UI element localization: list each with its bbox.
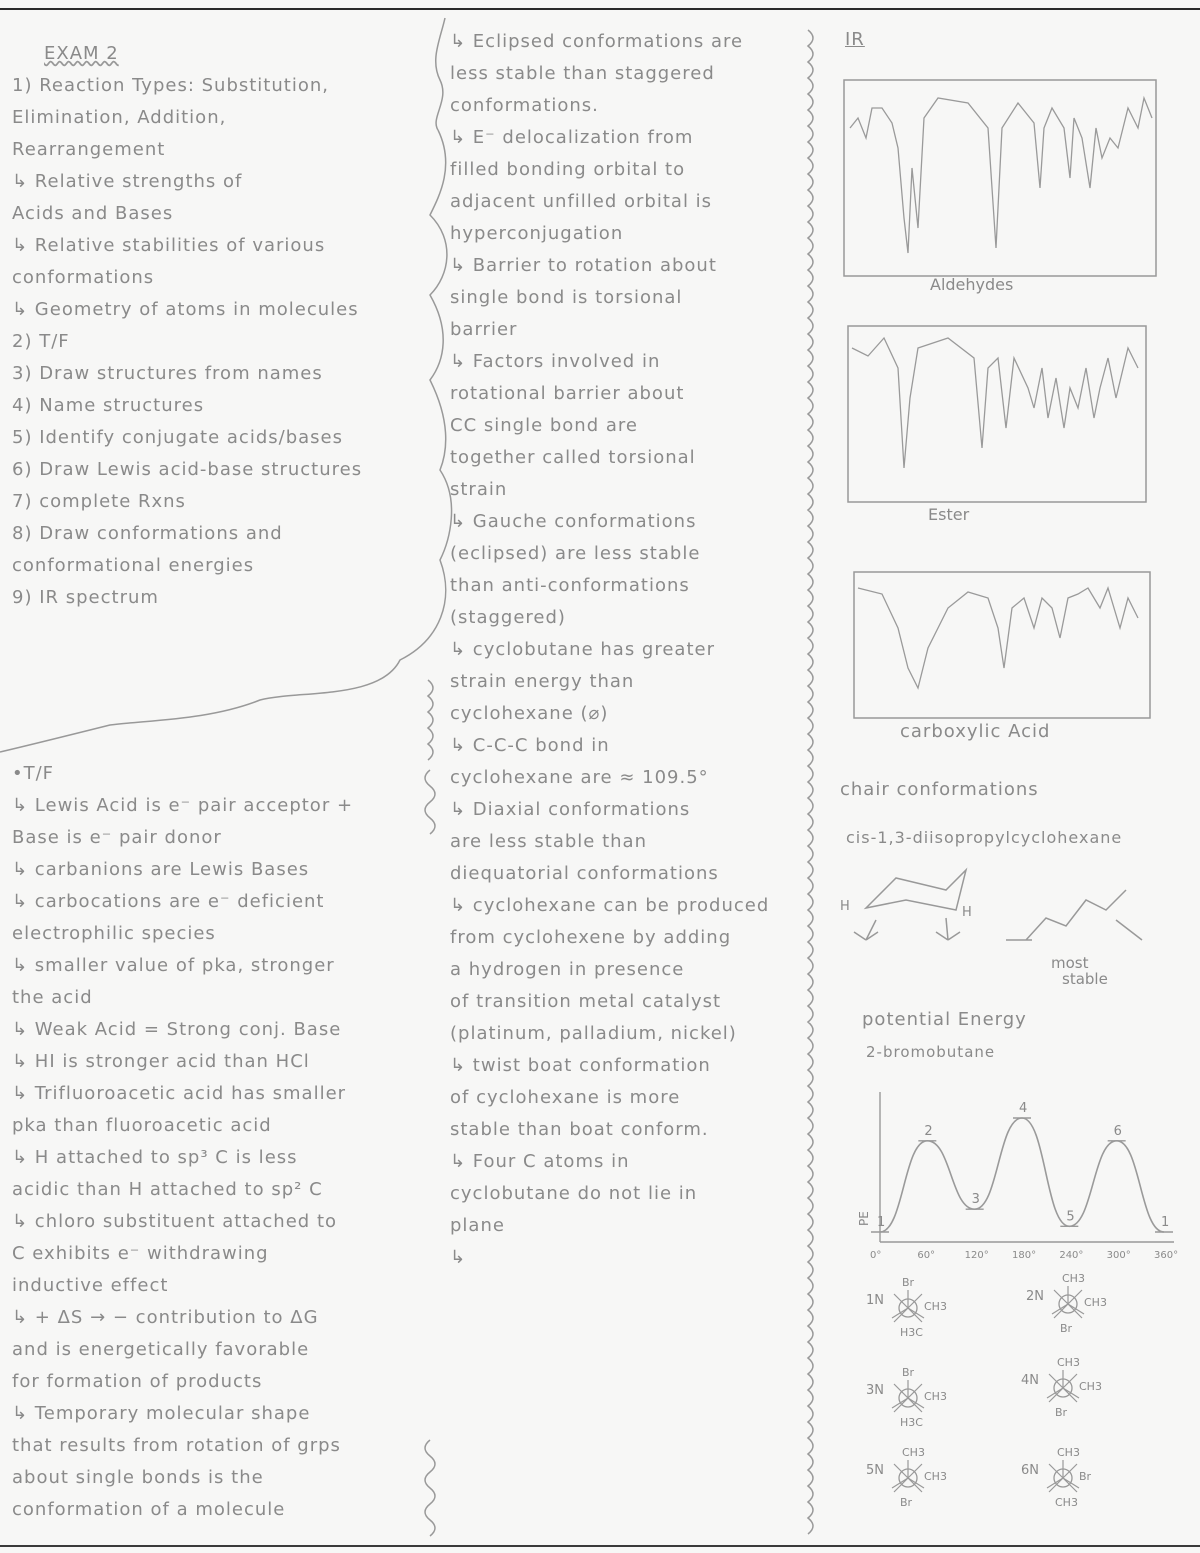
pe-x-tick-label: 240° bbox=[1059, 1250, 1084, 1261]
note-line: 2) T/F bbox=[12, 331, 70, 352]
pe-point-label: 1 bbox=[877, 1215, 886, 1230]
note-line: inductive effect bbox=[12, 1275, 169, 1296]
chair-heading: chair conformations bbox=[840, 779, 1039, 800]
note-line: ↳ Weak Acid = Strong conj. Base bbox=[12, 1019, 342, 1040]
isopropyl-groups-1 bbox=[854, 918, 960, 940]
note-line: ↳ twist boat conformation bbox=[450, 1055, 711, 1076]
note-line: ↳ Lewis Acid is e⁻ pair acceptor + bbox=[12, 795, 354, 816]
note-line: rotational barrier about bbox=[450, 383, 685, 404]
spectrum-label-carboxylic: carboxylic Acid bbox=[900, 721, 1051, 742]
chair-compound: cis-1,3-diisopropylcyclohexane bbox=[846, 828, 1123, 847]
pe-compound: 2-bromobutane bbox=[866, 1043, 996, 1061]
most-stable-line1: most bbox=[1051, 954, 1089, 972]
note-line: 9) IR spectrum bbox=[12, 587, 159, 608]
newman-substituent: Br bbox=[1079, 1470, 1092, 1483]
newman-substituent: CH3 bbox=[1079, 1380, 1102, 1393]
pe-x-tick-label: 120° bbox=[964, 1250, 989, 1261]
note-line: are less stable than bbox=[450, 831, 647, 852]
note-line: ↳ smaller value of pka, stronger bbox=[12, 955, 335, 976]
ir-heading: IR bbox=[845, 29, 865, 50]
note-line: acidic than H attached to sp² C bbox=[12, 1179, 323, 1200]
pe-axis-label: PE bbox=[857, 1211, 871, 1226]
note-line: (staggered) bbox=[450, 607, 566, 628]
note-line: Rearrangement bbox=[12, 139, 166, 160]
note-line: plane bbox=[450, 1215, 505, 1236]
spectrum-trace-ester bbox=[852, 338, 1138, 468]
newman-substituent: Br bbox=[902, 1366, 915, 1379]
pe-x-tick-label: 360° bbox=[1154, 1250, 1179, 1261]
note-line: stable than boat conform. bbox=[450, 1119, 709, 1140]
note-line: ↳ H attached to sp³ C is less bbox=[12, 1147, 298, 1168]
chair-drawings bbox=[836, 860, 1176, 990]
pe-point-label: 4 bbox=[1019, 1101, 1028, 1116]
note-line: filled bonding orbital to bbox=[450, 159, 686, 180]
newman-substituent: CH3 bbox=[1055, 1496, 1078, 1509]
newman-substituent: Br bbox=[900, 1496, 913, 1509]
note-line: 3) Draw structures from names bbox=[12, 363, 323, 384]
pe-x-tick-label: 300° bbox=[1106, 1250, 1131, 1261]
note-line: cyclobutane do not lie in bbox=[450, 1183, 698, 1204]
newman-substituent: H3C bbox=[900, 1326, 923, 1339]
note-line: the acid bbox=[12, 987, 93, 1008]
spectrum-label-aldehyde: Aldehydes bbox=[930, 275, 1014, 294]
spectrum-trace-aldehyde bbox=[850, 98, 1152, 253]
note-line: hyperconjugation bbox=[450, 223, 624, 244]
note-line: C exhibits e⁻ withdrawing bbox=[12, 1243, 269, 1264]
note-line: pka than fluoroacetic acid bbox=[12, 1115, 272, 1136]
note-line: conformations. bbox=[450, 95, 599, 116]
note-line: ↳ carbanions are Lewis Bases bbox=[12, 859, 310, 880]
note-line: than anti-conformations bbox=[450, 575, 690, 596]
note-line: Base is e⁻ pair donor bbox=[12, 827, 222, 848]
note-line: 1) Reaction Types: Substitution, bbox=[12, 75, 329, 96]
pe-point-label: 2 bbox=[924, 1123, 933, 1139]
newman-label: 2N bbox=[1026, 1289, 1044, 1304]
pe-x-tick-label: 180° bbox=[1012, 1250, 1037, 1261]
note-line: ↳ Diaxial conformations bbox=[450, 799, 691, 820]
note-line: that results from rotation of grps bbox=[12, 1435, 341, 1456]
newman-label: 6N bbox=[1021, 1463, 1039, 1478]
note-line: ↳ E⁻ delocalization from bbox=[450, 127, 694, 148]
note-line: conformations bbox=[12, 267, 155, 288]
note-line: ↳ Eclipsed conformations are bbox=[450, 31, 744, 52]
note-line: 7) complete Rxns bbox=[12, 491, 186, 512]
spectrum-box-ester bbox=[848, 326, 1146, 502]
note-line: 6) Draw Lewis acid-base structures bbox=[12, 459, 363, 480]
exam-title: EXAM 2 bbox=[44, 43, 119, 64]
note-line: less stable than staggered bbox=[450, 63, 715, 84]
note-line: from cyclohexene by adding bbox=[450, 927, 732, 948]
newman-substituent: CH3 bbox=[902, 1446, 925, 1459]
newman-substituent: CH3 bbox=[1084, 1296, 1107, 1309]
chair-h-left: H bbox=[840, 899, 850, 914]
note-line: ↳ Four C atoms in bbox=[450, 1151, 630, 1172]
newman-projections bbox=[858, 1268, 1188, 1528]
ir-spectra bbox=[838, 68, 1178, 728]
newman-substituent: CH3 bbox=[1057, 1356, 1080, 1369]
potential-energy-chart bbox=[857, 1082, 1180, 1272]
bottom-edge-line bbox=[0, 1545, 1200, 1547]
note-line: ↳ Relative strengths of bbox=[12, 171, 243, 192]
newman-label: 3N bbox=[866, 1383, 884, 1398]
note-line: ↳ cyclohexane can be produced bbox=[450, 895, 770, 916]
note-line: conformation of a molecule bbox=[12, 1499, 286, 1520]
note-line: of transition metal catalyst bbox=[450, 991, 722, 1012]
note-line: strain bbox=[450, 479, 508, 500]
pe-x-tick-label: 0° bbox=[870, 1250, 882, 1261]
note-line: barrier bbox=[450, 319, 518, 340]
pe-point-label: 3 bbox=[971, 1192, 980, 1208]
note-line: (eclipsed) are less stable bbox=[450, 543, 701, 564]
note-line: (platinum, palladium, nickel) bbox=[450, 1023, 737, 1044]
pe-x-tick-label: 60° bbox=[917, 1250, 936, 1261]
note-line: conformational energies bbox=[12, 555, 255, 576]
chair-h-right: H bbox=[962, 905, 972, 920]
newman-label: 4N bbox=[1021, 1373, 1039, 1388]
pe-point-label: 5 bbox=[1066, 1209, 1075, 1225]
newman-substituent: H3C bbox=[900, 1416, 923, 1429]
note-line: strain energy than bbox=[450, 671, 635, 692]
newman-substituent: Br bbox=[1060, 1322, 1073, 1335]
note-line: and is energetically favorable bbox=[12, 1339, 310, 1360]
note-line: 5) Identify conjugate acids/bases bbox=[12, 427, 343, 448]
note-line: ↳ carbocations are e⁻ deficient bbox=[12, 891, 325, 912]
note-line: ↳ chloro substituent attached to bbox=[12, 1211, 338, 1232]
note-line: ↳ Trifluoroacetic acid has smaller bbox=[12, 1083, 347, 1104]
note-line: of cyclohexane is more bbox=[450, 1087, 681, 1108]
note-line: diequatorial conformations bbox=[450, 863, 719, 884]
newman-label: 1N bbox=[866, 1293, 884, 1308]
note-line: adjacent unfilled orbital is bbox=[450, 191, 713, 212]
note-line: Acids and Bases bbox=[12, 203, 174, 224]
newman-substituent: CH3 bbox=[924, 1470, 947, 1483]
chair-conformer-2 bbox=[1006, 890, 1142, 940]
pe-point-label: 1 bbox=[1161, 1215, 1170, 1230]
newman-substituent: CH3 bbox=[1057, 1446, 1080, 1459]
note-line: 8) Draw conformations and bbox=[12, 523, 283, 544]
newman-substituent: CH3 bbox=[924, 1390, 947, 1403]
newman-substituent: Br bbox=[902, 1276, 915, 1289]
note-line: ↳ Gauche conformations bbox=[450, 511, 697, 532]
pe-point-label: 6 bbox=[1113, 1123, 1122, 1139]
note-line: a hydrogen in presence bbox=[450, 959, 685, 980]
note-line: Elimination, Addition, bbox=[12, 107, 227, 128]
most-stable-line2: stable bbox=[1062, 970, 1108, 988]
newman-substituent: Br bbox=[1055, 1406, 1068, 1419]
note-line: ↳ + ΔS → − contribution to ΔG bbox=[12, 1307, 319, 1328]
note-line: together called torsional bbox=[450, 447, 696, 468]
note-line: ↳ Temporary molecular shape bbox=[12, 1403, 311, 1424]
spectrum-trace-carboxylic bbox=[858, 588, 1138, 688]
newman-label: 5N bbox=[866, 1463, 884, 1478]
note-line: ↳ Geometry of atoms in molecules bbox=[12, 299, 359, 320]
chair-conformer-1 bbox=[866, 870, 966, 910]
spectrum-label-ester: Ester bbox=[928, 505, 970, 524]
note-line: cyclohexane (⌀) bbox=[450, 703, 609, 724]
newman-substituent: CH3 bbox=[924, 1300, 947, 1313]
note-line: ↳ Factors involved in bbox=[450, 351, 661, 372]
note-line: about single bonds is the bbox=[12, 1467, 264, 1488]
note-line: single bond is torsional bbox=[450, 287, 683, 308]
note-line: ↳ HI is stronger acid than HCl bbox=[12, 1051, 310, 1072]
note-line: ↳ cyclobutane has greater bbox=[450, 639, 715, 660]
pe-heading: potential Energy bbox=[862, 1009, 1027, 1030]
newman-substituent: CH3 bbox=[1062, 1272, 1085, 1285]
note-line: CC single bond are bbox=[450, 415, 638, 436]
note-line: 4) Name structures bbox=[12, 395, 205, 416]
note-line: ↳ bbox=[450, 1247, 467, 1268]
note-line: cyclohexane are ≈ 109.5° bbox=[450, 767, 709, 788]
note-line: ↳ Barrier to rotation about bbox=[450, 255, 717, 276]
note-line: ↳ Relative stabilities of various bbox=[12, 235, 326, 256]
note-line: ↳ C-C-C bond in bbox=[450, 735, 610, 756]
note-line: electrophilic species bbox=[12, 923, 216, 944]
tf-heading: •T/F bbox=[12, 763, 55, 784]
note-line: for formation of products bbox=[12, 1371, 263, 1392]
